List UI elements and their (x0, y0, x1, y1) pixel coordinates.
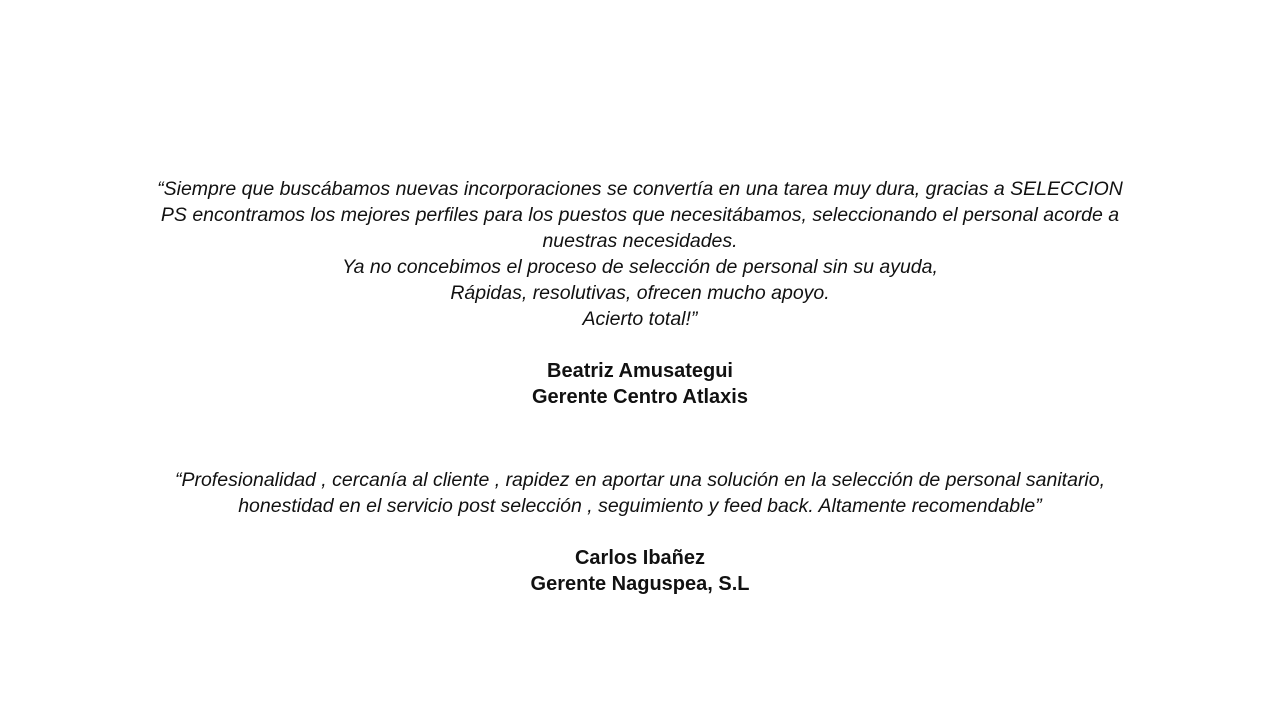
quote-line: nuestras necesidades. (542, 230, 738, 252)
quote-line: “Siempre que buscábamos nuevas incorporaciones se convertía en una tarea muy dura, gracias a SELECCION (157, 178, 1123, 200)
quote-line: Rápidas, resolutivas, ofrecen mucho apoyo. (450, 282, 830, 304)
quote-line: honestidad en el servicio post selección , seguimiento y feed back. Altamente recomendable” (238, 495, 1042, 517)
quote-line: Ya no concebimos el proceso de selección de personal sin su ayuda, (342, 256, 938, 278)
testimonial-beatriz (90, 176, 1190, 410)
spacer (90, 519, 1190, 545)
testimonial-carlos (90, 467, 1190, 597)
spacer (90, 332, 1190, 358)
quote-line: “Profesionalidad , cercanía al cliente , rapidez en aportar una solución en la selección de personal sanitario, (174, 469, 1106, 491)
author-role: Gerente Naguspea, S.L (530, 573, 750, 595)
quote-line: Acierto total!” (582, 308, 698, 330)
author-role: Gerente Centro Atlaxis (532, 386, 748, 408)
author-name: Carlos Ibañez (574, 547, 706, 569)
author-name: Beatriz Amusategui (547, 360, 733, 382)
quote-line: PS encontramos los mejores perfiles para los puestos que necesitábamos, seleccionando el personal acorde a (160, 204, 1120, 226)
